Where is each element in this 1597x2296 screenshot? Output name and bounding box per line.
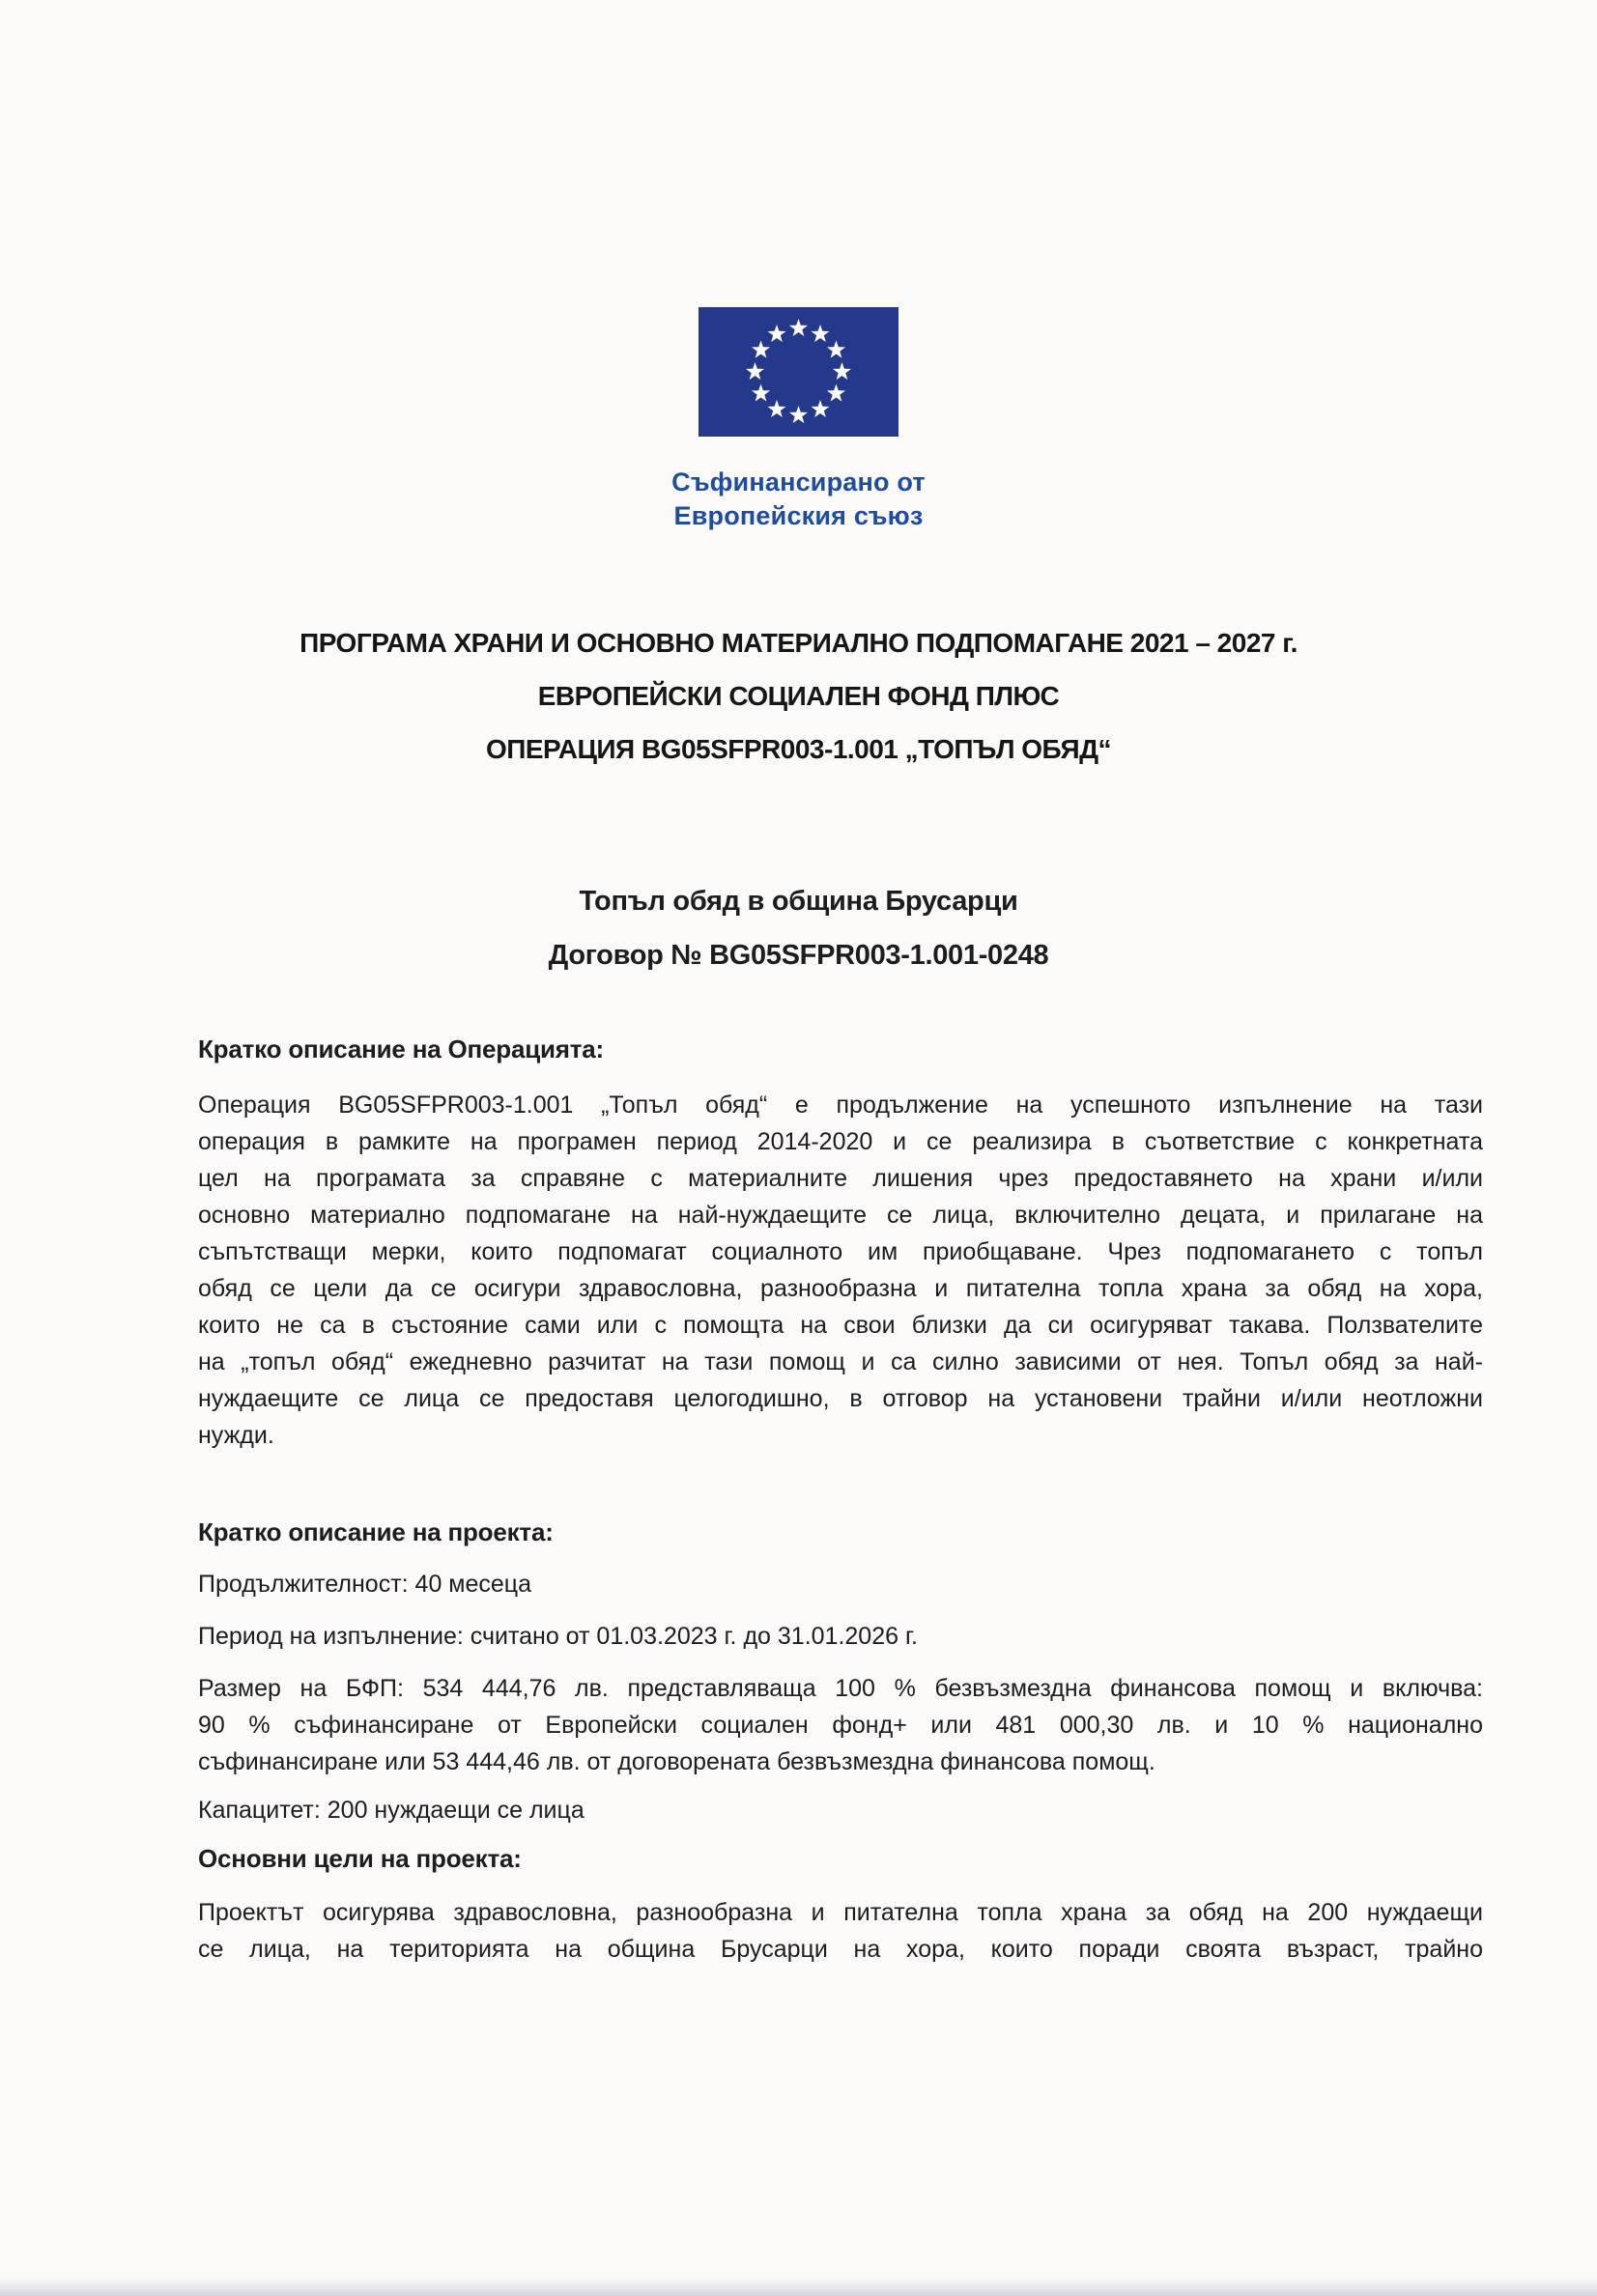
duration-line: Продължителност: 40 месеца: [198, 1571, 532, 1598]
text-line: съфинансиране или 53 444,46 лв. от договорената безвъзмездна финансова помощ.: [198, 1748, 1155, 1775]
eu-logo-caption-line1: Съфинансирано от: [671, 468, 926, 496]
text-line: съпътстващи мерки, които подпомагат социалното им приобщаване. Чрез подпомагането с топъл: [198, 1238, 1483, 1265]
text-line: обяд се цели да се осигури здравословна, разнообразна и питателна топла храна за обяд на хора,: [198, 1275, 1483, 1302]
eu-logo-caption: [0, 466, 1597, 533]
paragraph-grant-amount: [198, 1670, 1483, 1780]
program-heading-2: ЕВРОПЕЙСКИ СОЦИАЛЕН ФОНД ПЛЮС: [537, 681, 1060, 711]
section-heading-goals: Основни цели на проекта:: [198, 1844, 522, 1873]
page-bottom-scan-shadow: [0, 2277, 1597, 2296]
text-line: на „топъл обяд“ ежедневно разчитат на тази помощ и са силно зависими от нея. Топъл обяд за най-: [198, 1348, 1483, 1375]
text-line: Операция BG05SFPR003-1.001 „Топъл обяд“ е продължение на успешното изпълнение на тази: [198, 1091, 1483, 1119]
text-line: се лица, на територията на община Брусарци на хора, които поради своята възраст, трайно: [198, 1936, 1483, 1963]
document-body: [0, 1031, 1597, 1968]
section-heading-project: Кратко описание на проекта:: [198, 1517, 554, 1546]
text-line: нужди.: [198, 1422, 274, 1449]
text-line: нуждаещите се лица се предоставя целогодишно, в отговор на установени трайни и/или неотложни: [198, 1385, 1483, 1412]
text-line: Проектът осигурява здравословна, разнообразна и питателна топла храна за обяд на 200 нуждаещи: [198, 1899, 1483, 1926]
text-line: операция в рамките на програмен период 2014-2020 и се реализира в съответствие с конкретната: [198, 1128, 1483, 1155]
eu-flag-icon: [699, 307, 898, 437]
project-title: Топъл обяд в община Брусарци: [579, 886, 1018, 917]
contract-number: Договор № BG05SFPR003-1.001-0248: [548, 940, 1049, 971]
text-line: Размер на БФП: 534 444,76 лв. представляваща 100 % безвъзмездна финансова помощ и включва:: [198, 1675, 1483, 1702]
program-headings: [0, 616, 1597, 776]
capacity-line: Капацитет: 200 нуждаещи се лица: [198, 1797, 585, 1824]
period-line: Период на изпълнение: считано от 01.03.2023 г. до 31.01.2026 г.: [198, 1623, 918, 1650]
text-line: които не са в състояние сами или с помощта на свои близки да си осигуряват такава. Ползвателите: [198, 1312, 1483, 1339]
paragraph-operation-description: [198, 1087, 1483, 1454]
program-heading-1: ПРОГРАМА ХРАНИ И ОСНОВНО МАТЕРИАЛНО ПОДПОМАГАНЕ 2021 – 2027 г.: [299, 628, 1298, 658]
section-heading-operation: Кратко описание на Операцията:: [198, 1035, 605, 1063]
title-block: [0, 880, 1597, 977]
eu-logo-caption-line2: Европейския съюз: [673, 501, 924, 530]
paragraph-goals: [198, 1894, 1483, 1968]
program-heading-3: ОПЕРАЦИЯ BG05SFPR003-1.001 „ТОПЪЛ ОБЯД“: [485, 734, 1112, 764]
text-line: основно материално подпомагане на най-нуждаещите се лица, включително децата, и прилагане на: [198, 1202, 1483, 1229]
eu-logo-block: [0, 0, 1597, 533]
text-line: 90 % съфинансиране от Европейски социален фонд+ или 481 000,30 лв. и 10 % национално: [198, 1712, 1483, 1739]
text-line: цел на програмата за справяне с материалните лишения чрез предоставянето на храни и/или: [198, 1165, 1483, 1192]
